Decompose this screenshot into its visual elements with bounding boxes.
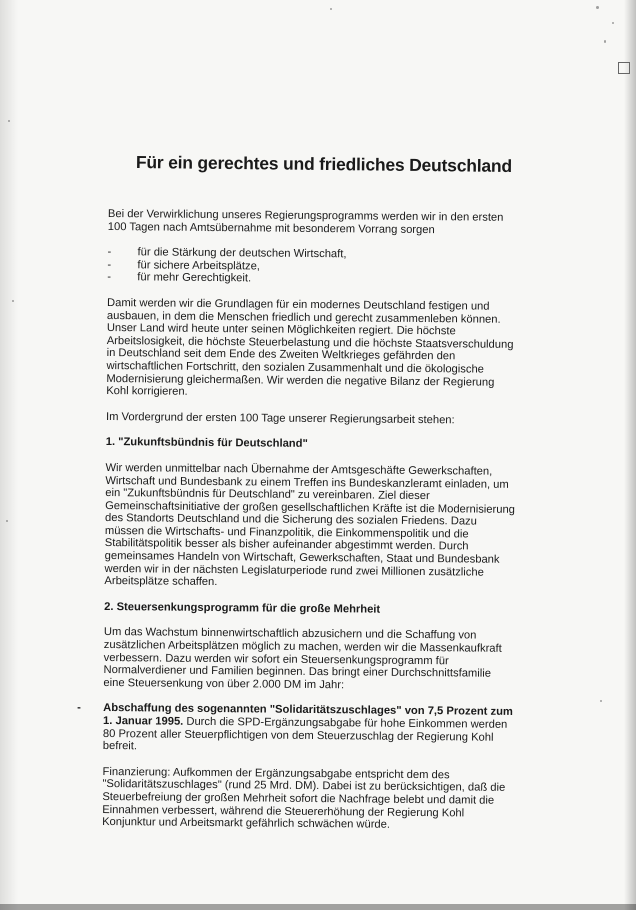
section-2-heading: 2. Steuersenkungsprogramm für die große Mehrheit [104, 600, 381, 616]
document-title: Für ein gerechtes und friedliches Deutschland [135, 152, 513, 176]
priority-item: - für sichere Arbeitsplätze, [107, 259, 517, 276]
scan-edge-bottom [0, 904, 636, 910]
section-2-text: Um das Wachstum binnenwirtschaftlich abzusichern und die Schaffung von zusätzlichen Arbeitsplätzen möglich zu machen, werden wir die Massenkaufkraft verbessern. Dazu werden wir sofort ein Steuersenkungsprogramm für Normalverdiener und Familien beginnen. Das bringt einer Durchschnittsfamilie eine Steuersenkung von über 2.000 DM im Jahr: [103, 626, 502, 692]
financing-paragraph: Finanzierung: Aufkommen der Ergänzungsabgabe entspricht dem des "Solidaritätszuschlages" (rund 25 Mrd. DM). Dabei ist zu berücksichtigen, daß die Steuerbefreiung der großen Mehrheit sofort die Nachfrage belebt und damit die Einnahmen verbessert, während die Steuererhöhung der Regierung Kohl Konjunktur und Arbeitsmarkt gefährlich schwächen würde. [102, 765, 506, 831]
bullet-dash: - [77, 702, 81, 715]
solidarity-surcharge-detail: Durch die SPD-Ergänzungsabgabe für hohe Einkommen werden 80 Prozent aller Steuerpflichtigen von dem Steuerzuschlag der Regierung Kohl befreit. [102, 715, 508, 753]
scan-speck [600, 700, 602, 702]
solidarity-surcharge-item [77, 702, 513, 757]
priority-list [107, 246, 517, 288]
scan-edge-shadow-right [624, 0, 636, 910]
section-1-heading: 1. "Zukunftsbündnis für Deutschland" [105, 436, 308, 451]
scan-speck [604, 40, 606, 43]
scan-speck [596, 6, 599, 9]
intro-paragraph: Bei der Verwirklichung unseres Regierungsprogramms werden wir in den ersten 100 Tagen nach Amtsübernahme mit besonderem Vorrang sorgen [107, 208, 504, 236]
first-100-days-paragraph: Im Vordergrund der ersten 100 Tage unserer Regierungsarbeit stehen: [105, 410, 455, 427]
foundation-paragraph: Damit werden wir die Grundlagen für ein modernes Deutschland festigen und ausbauen, in dem die Menschen friedlich und gerecht zusammenleben können. Unser Land wird heute unter seinen Möglichkeiten regiert. Die höchste Arbeitslosigkeit, die höchste Steuerbelastung und die höchste Staatsverschuldung in Deutschland seit dem Ende des Zweiten Weltkrieges gefährden den wirtschaftlichen Fortschritt, den sozialen Zusammenhalt und die ökologische Modernisierung gleichermaßen. Wir werden die negative Bilanz der Regierung Kohl korrigieren. [106, 296, 514, 398]
scan-speck [612, 22, 614, 24]
scan-speck [12, 300, 14, 302]
scan-speck [6, 520, 8, 522]
priority-item: - für die Stärkung der deutschen Wirtschaft, [108, 246, 518, 263]
priority-item: - für mehr Gerechtigkeit. [107, 271, 517, 288]
solidarity-surcharge-headline: Abschaffung des sogenannten "Solidaritätszuschlages" von 7,5 Prozent zum 1. Januar 1995. [103, 702, 513, 728]
scan-speck [8, 120, 10, 122]
document-body [77, 208, 518, 846]
scan-speck [330, 8, 332, 10]
scan-edge-shadow-left [0, 0, 18, 910]
section-1-text: Wir werden unmittelbar nach Übernahme der Amtsgeschäfte Gewerkschaften, Wirtschaft und Bundesbank zu einem Treffen ins Bundeskanzleramt einladen, um ein "Zukunftsbündnis für Deutschland" zu vereinbaren. Ziel dieser Gemeinschaftsinitiative der großen gesellschaftlichen Kräfte ist die Modernisierung des Standorts Deutschland und die Sicherung des sozialen Friedens. Dazu müssen die Wirtschafts- und Finanzpolitik, die Einkommenspolitik und die Stabilitätspolitik besser als bisher aufeinander abgestimmt werden. Durch gemeinsames Handeln von Wirtschaft, Gewerkschaften, Staat und Bundesbank werden wir in der nächsten Legislaturperiode rund zwei Millionen zusätzliche Arbeitsplätze schaffen. [104, 461, 515, 589]
punch-mark [618, 62, 630, 74]
